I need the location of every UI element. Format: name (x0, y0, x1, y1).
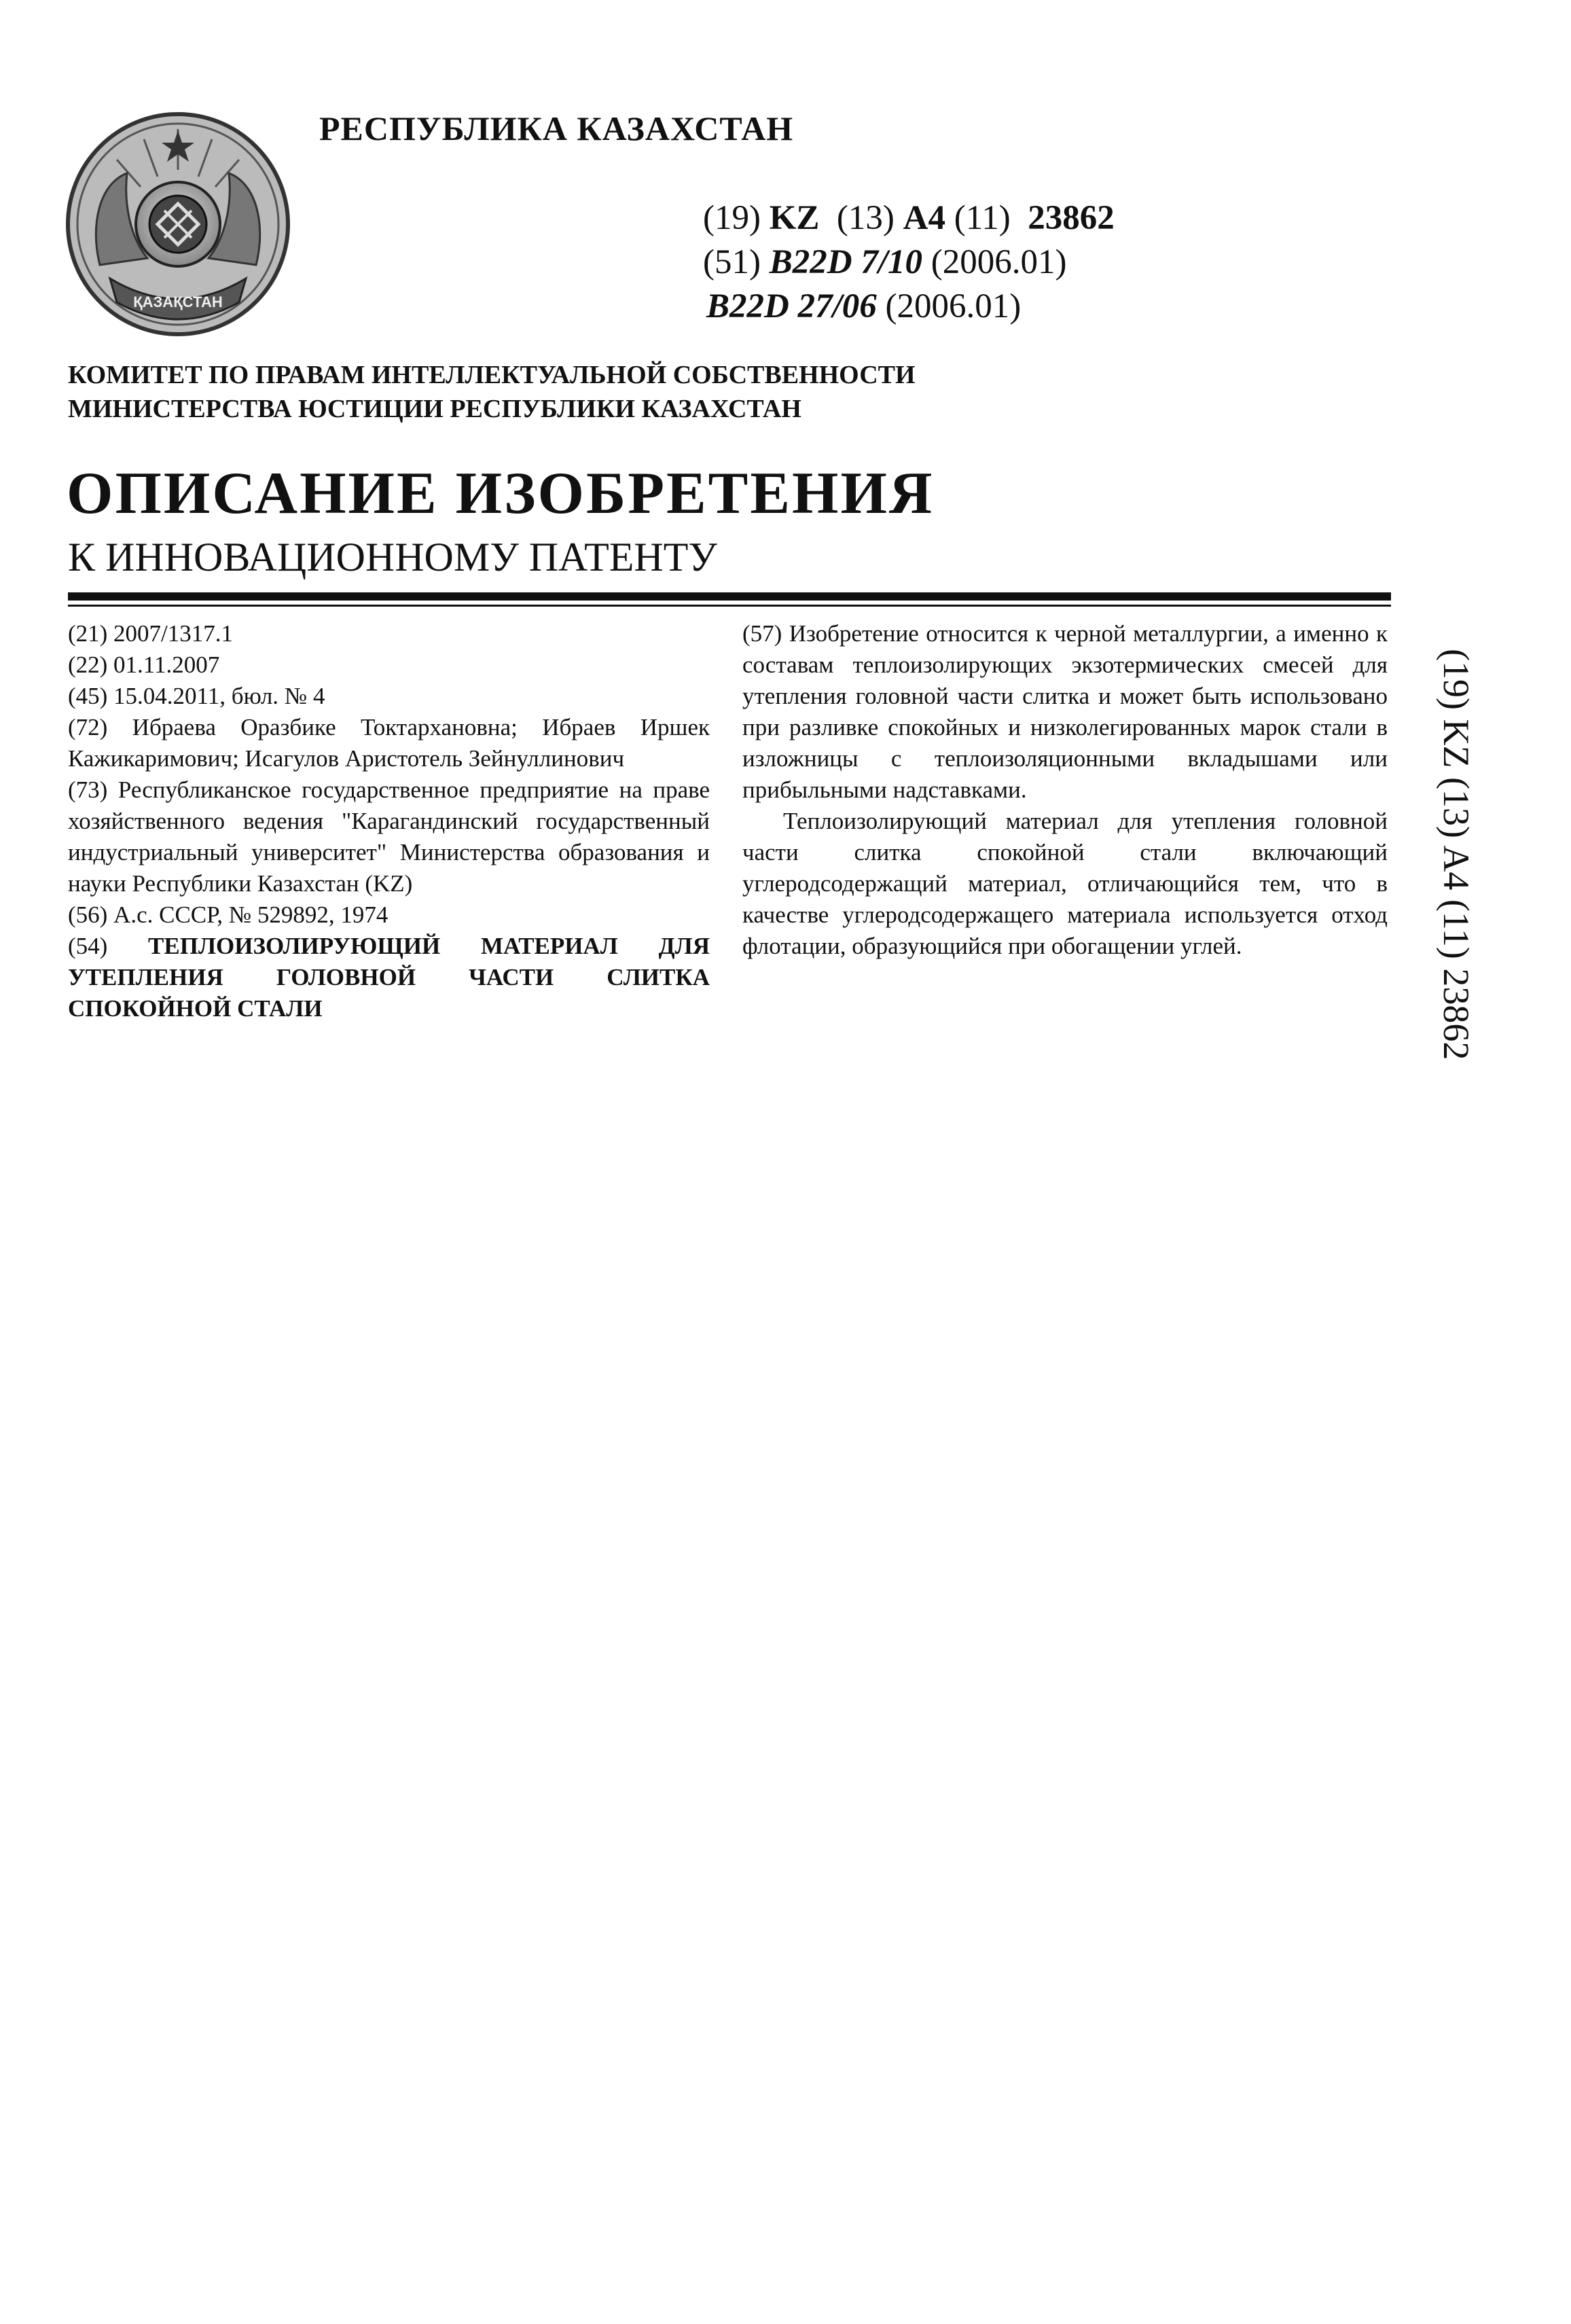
field-21: (21) 2007/1317.1 (68, 620, 234, 647)
ipc-version-1: (2006.01) (931, 243, 1067, 281)
country-code: KZ (769, 199, 820, 237)
patent-number-line (703, 198, 1115, 238)
ipc-line-2 (706, 287, 1021, 326)
field-54-label: (54) (68, 933, 108, 959)
state-emblem-image (62, 109, 293, 340)
ipc-code-2: B22D 27/06 (706, 287, 877, 325)
document-kind: A4 (903, 199, 945, 237)
committee-line-2: МИНИСТЕРСТВА ЮСТИЦИИ РЕСПУБЛИКИ КАЗАХСТАН (68, 395, 801, 423)
ipc-line-1 (703, 243, 1066, 282)
ipc-code-1: B22D 7/10 (769, 243, 922, 281)
field-22: (22) 01.11.2007 (68, 651, 220, 678)
divider-thin (68, 605, 1391, 607)
code-51-label: (51) (703, 243, 761, 281)
field-73: (73) Республиканское государственное предприятие на праве хозяйственного ведения "Карагандинский государственный индустриальный университет" Министерства образования и науки Республики Казахстан (KZ) (68, 776, 710, 897)
code-13-label: (13) (836, 199, 895, 237)
field-54 (68, 931, 710, 1024)
code-11-label: (11) (954, 199, 1011, 237)
patent-number: 23862 (1028, 199, 1115, 237)
document-title: ОПИСАНИЕ ИЗОБРЕТЕНИЯ (67, 461, 935, 526)
divider-thick (68, 592, 1391, 601)
abstract-paragraph-1: (57) Изобретение относится к черной металлургии, а именно к составам теплоизолирующих экзотермических смесей для утепления головной части слитка и может быть использовано при разливке спокойных и низколегированных марок стали в изложницы с теплоизоляционными вкладышами или прибыльными надставками. (742, 620, 1388, 803)
committee-line-1: КОМИТЕТ ПО ПРАВАМ ИНТЕЛЛЕКТУАЛЬНОЙ СОБСТВЕННОСТИ (68, 361, 916, 389)
document-subtitle: К ИННОВАЦИОННОМУ ПАТЕНТУ (68, 535, 717, 579)
ipc-version-2: (2006.01) (885, 287, 1022, 325)
code-19-label: (19) (703, 199, 761, 237)
bibliographic-column (68, 618, 710, 1024)
country-name: РЕСПУБЛИКА КАЗАХСТАН (319, 109, 794, 147)
abstract-column (742, 618, 1388, 962)
field-56: (56) А.с. СССР, № 529892, 1974 (68, 901, 389, 928)
abstract-paragraph-2: Теплоизолирующий материал для утепления головной части слитка спокойной стали включающий углеродсодержащий материал, отличающийся тем, что в качестве углеродсодержащего материала используется отход флотации, образующийся при обогащении углей. (742, 808, 1388, 959)
emblem-banner-text: ҚАЗАҚСТАН (133, 293, 223, 310)
field-45: (45) 15.04.2011, бюл. № 4 (68, 683, 325, 709)
invention-title: ТЕПЛОИЗОЛИРУЮЩИЙ МАТЕРИАЛ ДЛЯ УТЕПЛЕНИЯ ГОЛОВНОЙ ЧАСТИ СЛИТКА СПОКОЙНОЙ СТАЛИ (68, 933, 710, 1022)
side-patent-code: (19) KZ (13) A4 (11) 23862 (1436, 649, 1477, 1060)
field-72: (72) Ибраева Оразбике Токтархановна; Ибраев Иршек Кажикаримович; Исагулов Аристотель Зейнуллинович (68, 714, 710, 772)
